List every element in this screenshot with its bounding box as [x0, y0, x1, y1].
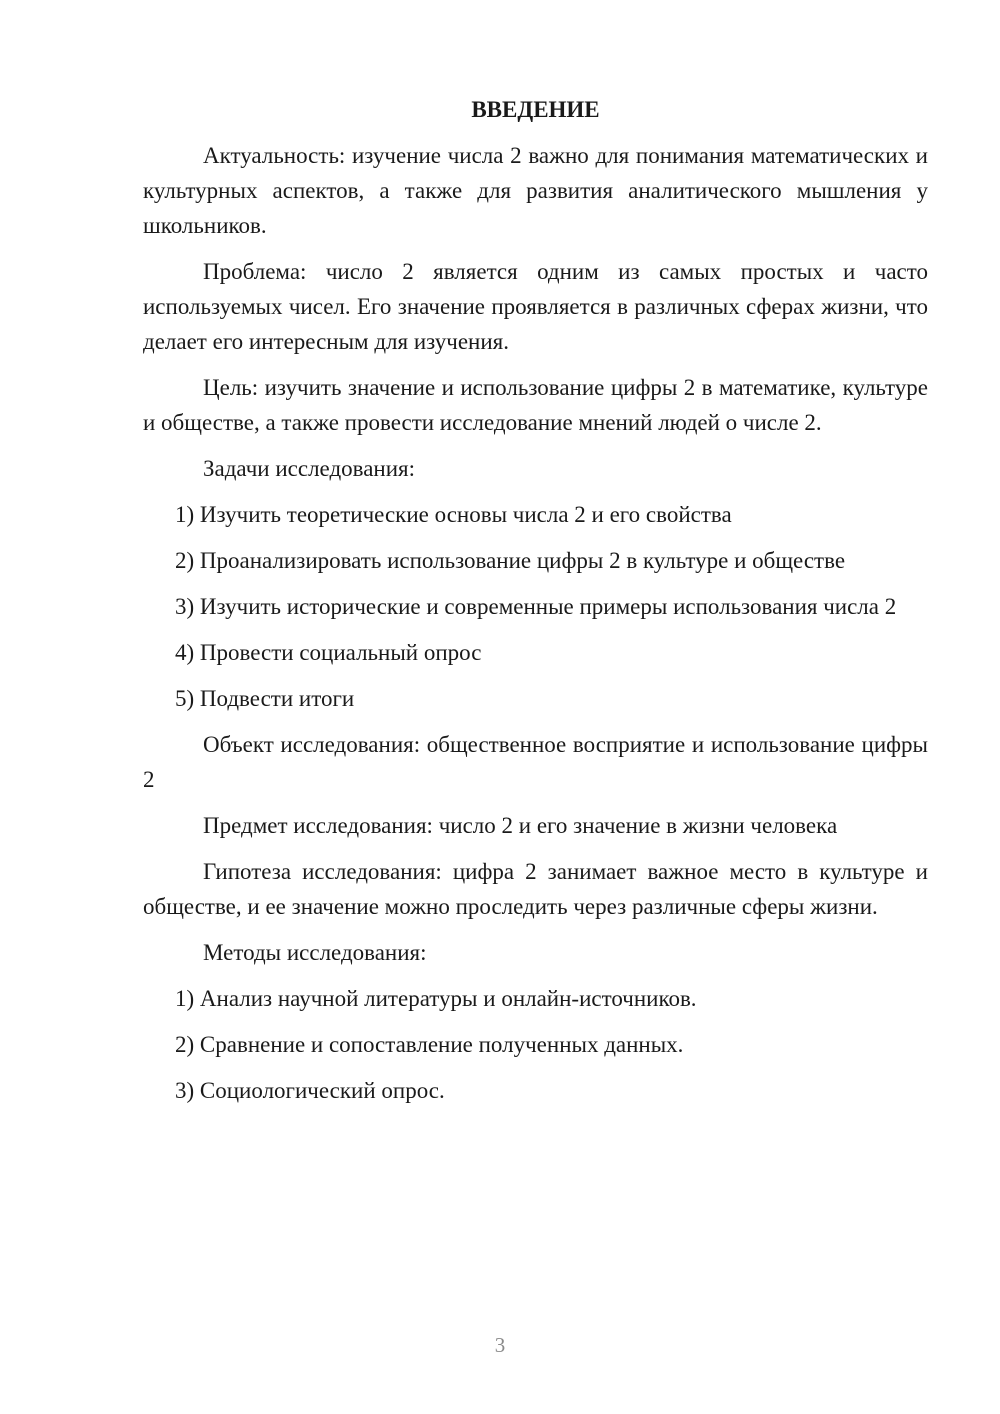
subject-paragraph: Предмет исследования: число 2 и его значение в жизни человека	[203, 813, 838, 838]
task-item-3: 3) Изучить исторические и современные примеры использования числа 2	[175, 594, 897, 619]
problem-paragraph: Проблема: число 2 является одним из самых простых и часто используемых чисел. Его значение проявляется в различных сферах жизни, что делает его интересным для изучения.	[143, 259, 928, 354]
method-item-1: 1) Анализ научной литературы и онлайн-источников.	[175, 986, 697, 1011]
method-item-3: 3) Социологический опрос.	[175, 1078, 445, 1103]
task-item-2: 2) Проанализировать использование цифры 2 в культуре и обществе	[175, 548, 846, 573]
tasks-heading: Задачи исследования:	[203, 456, 416, 481]
hypothesis-paragraph: Гипотеза исследования: цифра 2 занимает важное место в культуре и обществе, и ее значение можно проследить через различные сферы жизни.	[143, 859, 928, 919]
goal-paragraph: Цель: изучить значение и использование цифры 2 в математике, культуре и обществе, а также провести исследование мнений людей о числе 2.	[143, 375, 928, 435]
method-item-2: 2) Сравнение и сопоставление полученных данных.	[175, 1032, 684, 1057]
task-item-1: 1) Изучить теоретические основы числа 2 и его свойства	[175, 502, 732, 527]
object-paragraph: Объект исследования: общественное восприятие и использование цифры 2	[143, 732, 928, 792]
methods-heading: Методы исследования:	[203, 940, 427, 965]
section-title: ВВЕДЕНИЕ	[471, 97, 600, 122]
relevance-paragraph: Актуальность: изучение числа 2 важно для понимания математических и культурных аспектов, а также для развития аналитического мышления у школьников.	[143, 143, 928, 238]
task-item-4: 4) Провести социальный опрос	[175, 640, 482, 665]
task-item-5: 5) Подвести итоги	[175, 686, 355, 711]
document-page	[143, 92, 928, 1108]
page-number: 3	[494, 1333, 506, 1357]
